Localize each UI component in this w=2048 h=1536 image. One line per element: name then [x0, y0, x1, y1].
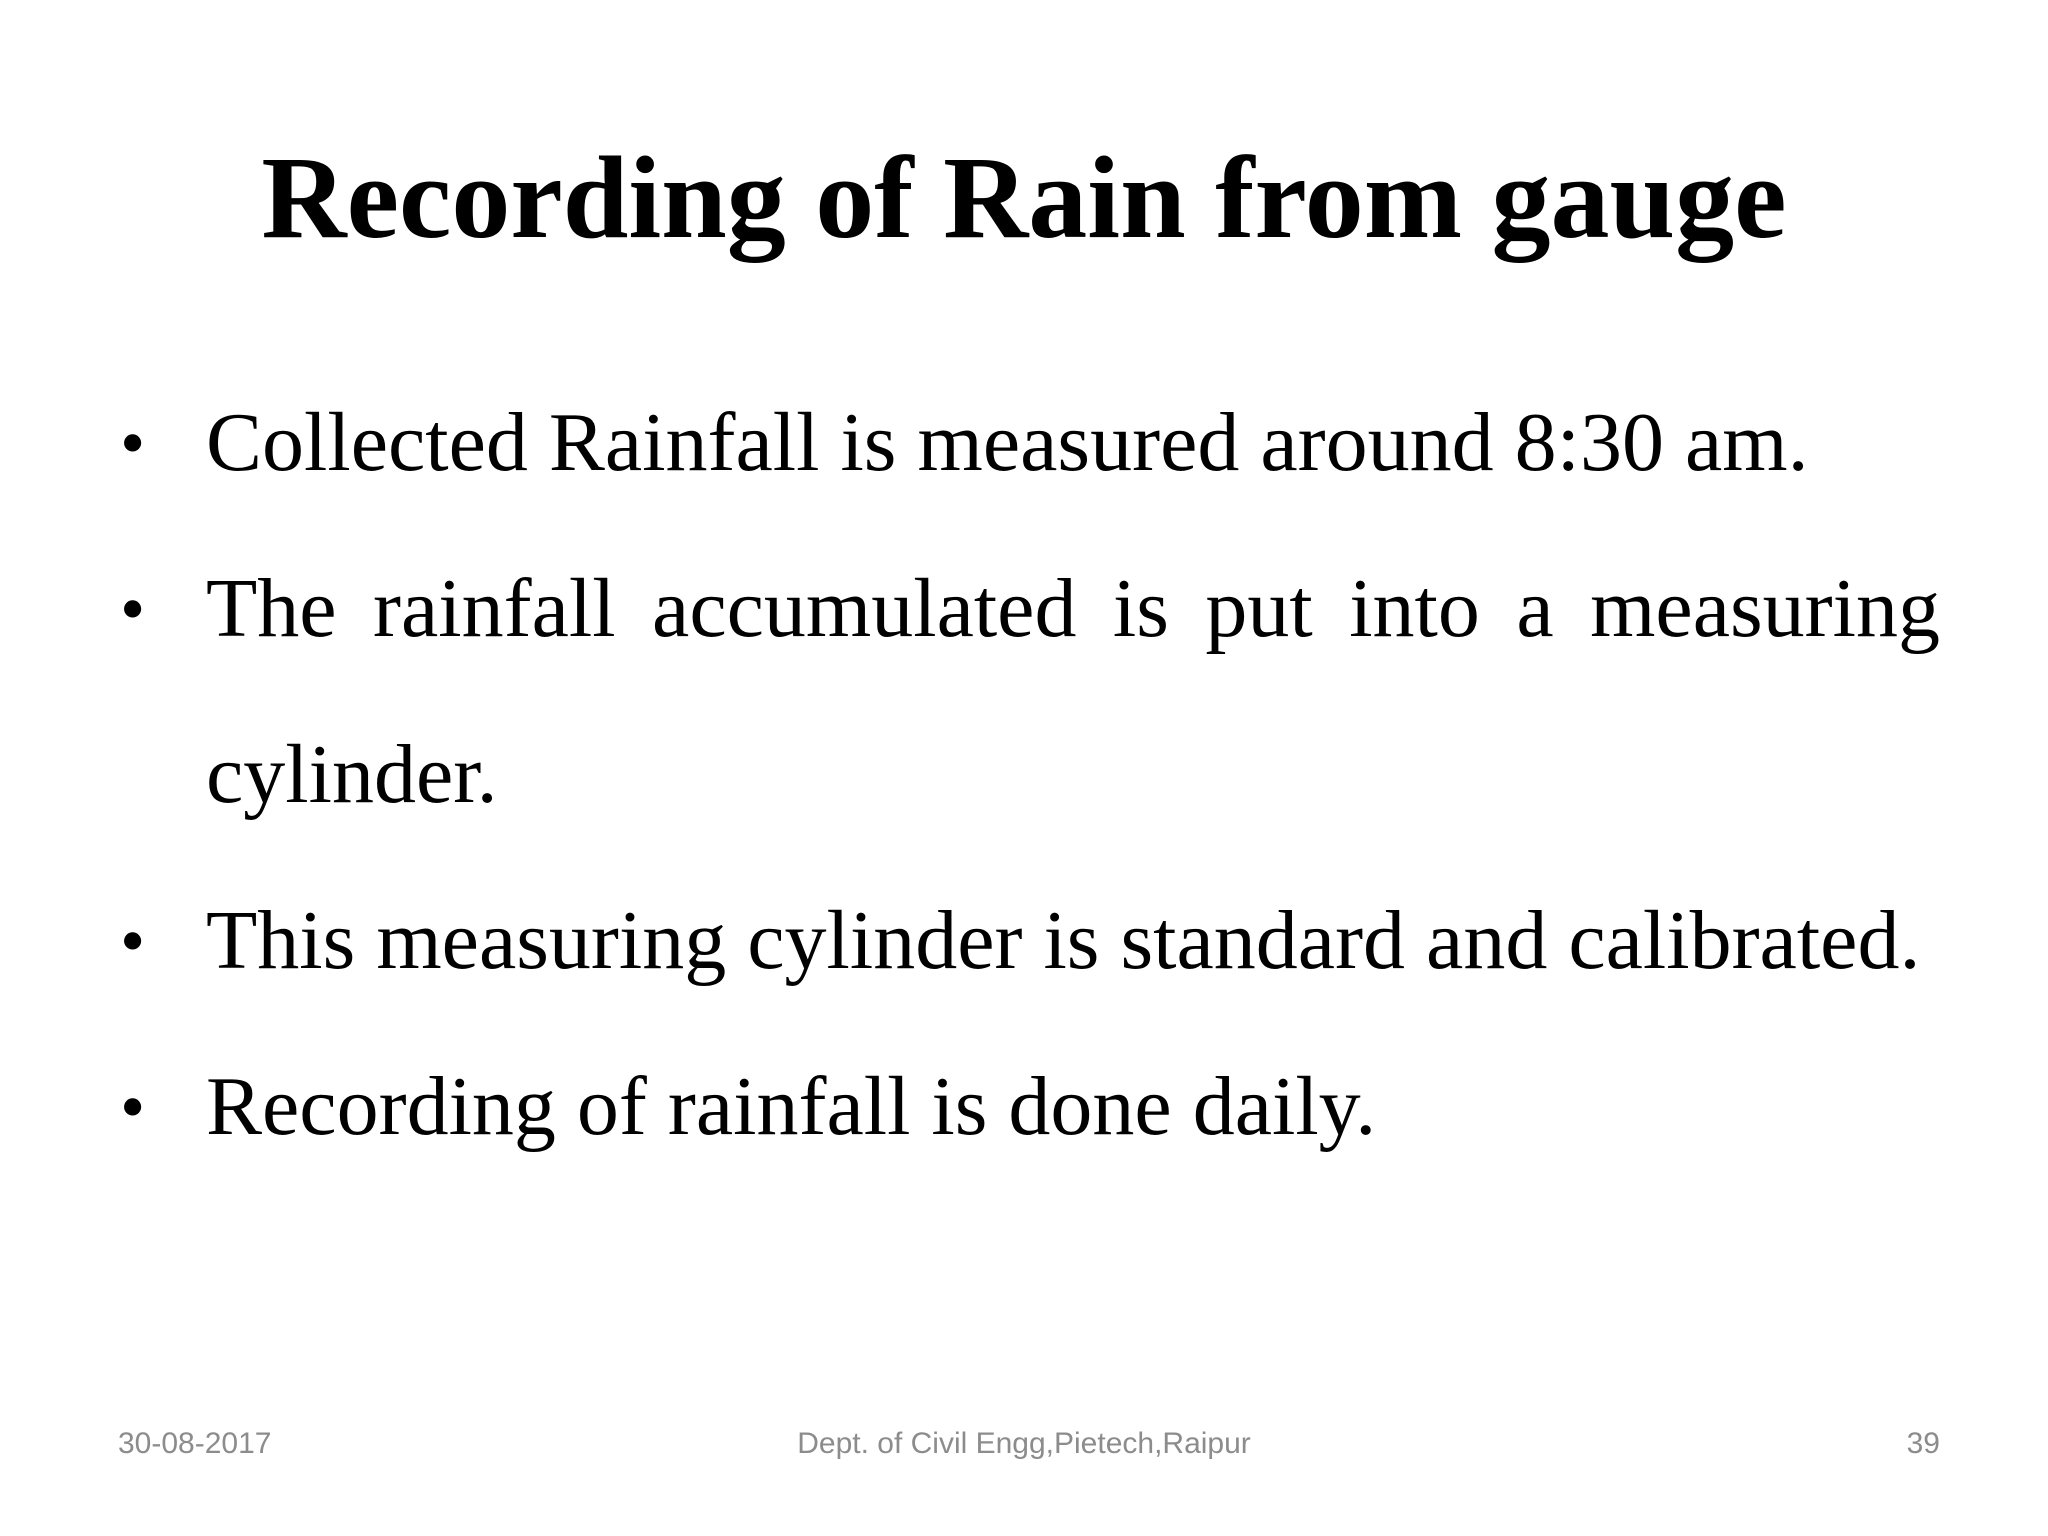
footer-date: 30-08-2017	[118, 1427, 272, 1460]
bullet-icon: •	[120, 403, 146, 483]
bullet-item	[120, 858, 1940, 1024]
slide-title: Recording of Rain from gauge	[261, 132, 1787, 263]
bullet-list	[120, 360, 1940, 1190]
bullet-text: Recording of rainfall is done daily.	[206, 1060, 1377, 1153]
bullet-icon: •	[120, 901, 146, 981]
bullet-text: This measuring cylinder is standard and calibrated.	[206, 894, 1921, 987]
bullet-icon: •	[120, 569, 146, 649]
bullet-text: The rainfall accumulated is put into a measuring cylinder.	[206, 562, 1940, 821]
bullet-item	[120, 360, 1940, 526]
footer-page-number: 39	[1906, 1427, 1940, 1460]
bullet-item	[120, 526, 1940, 858]
bullet-item	[120, 1024, 1940, 1190]
footer-department: Dept. of Civil Engg,Pietech,Raipur	[797, 1427, 1251, 1460]
bullet-text: Collected Rainfall is measured around 8:30 am.	[206, 396, 1809, 489]
bullet-icon: •	[120, 1067, 146, 1147]
